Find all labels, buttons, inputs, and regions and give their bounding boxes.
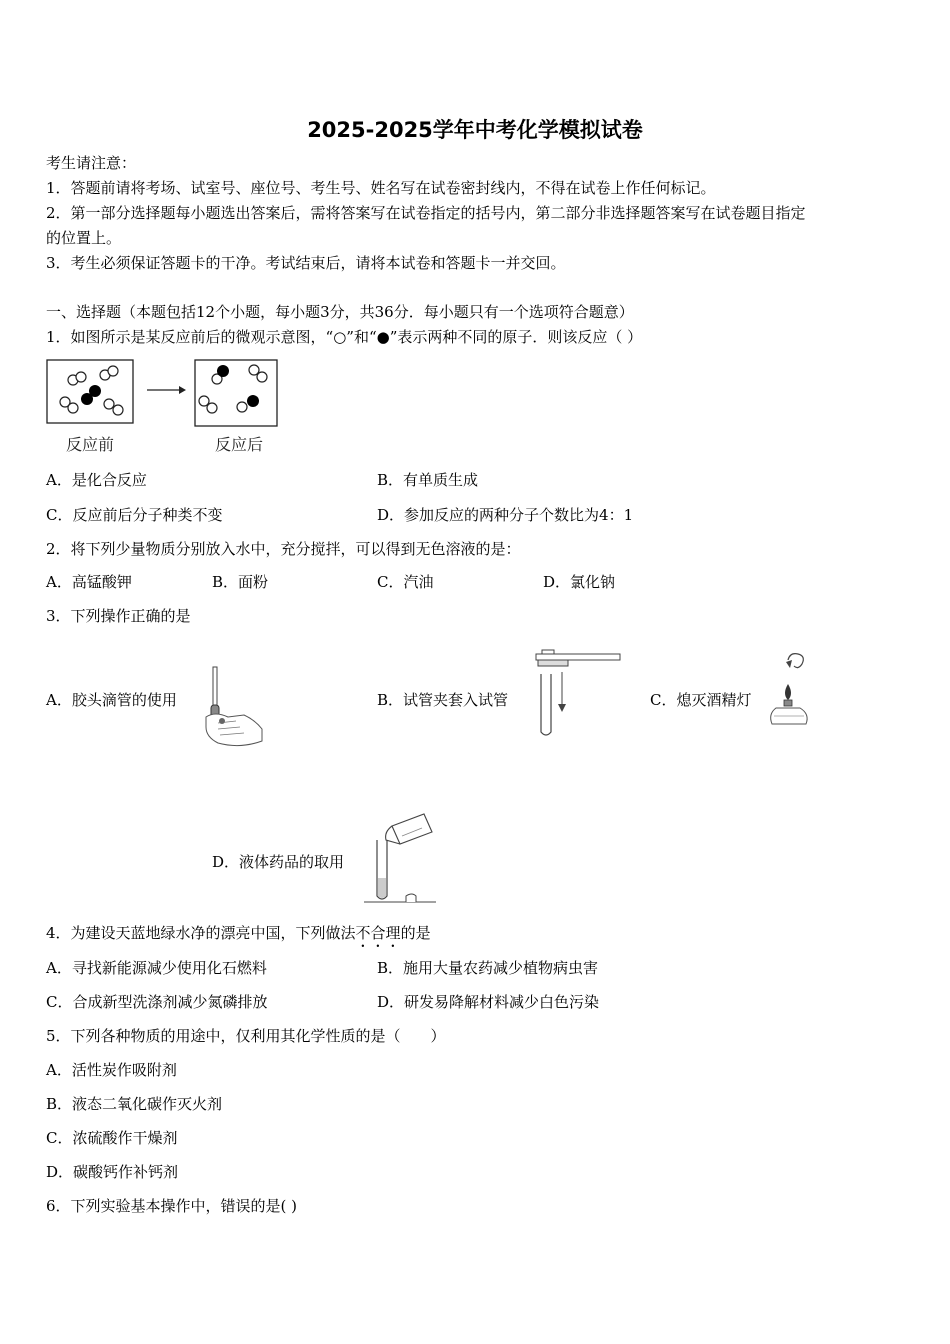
liquid-pouring-illustration [362,812,438,906]
q2-option-c: C．汽油 [377,573,434,591]
notice-item-1: 1．答题前请将考场、试室号、座位号、考生号、姓名写在试卷密封线内，不得在试卷上作任何标记。 [46,179,716,197]
q4-option-a: A．寻找新能源减少使用化石燃料 [46,959,267,977]
alcohol-lamp-illustration [766,650,814,732]
q2-option-a: A．高锰酸钾 [46,573,132,591]
q4-stem-emphasis: 不合理 [355,924,401,942]
q5-option-d: D．碳酸钙作补钙剂 [46,1163,179,1181]
q5-stem: 5．下列各种物质的用途中，仅利用其化学性质的是（ ） [46,1027,446,1045]
q1-reaction-diagram [46,358,286,430]
q1-option-c: C．反应前后分子种类不变 [46,506,223,524]
notice-item-3: 3．考生必须保证答题卡的干净。考试结束后，请将本试卷和答题卡一并交回。 [46,254,566,272]
q4-stem-suffix: 的是 [400,924,431,942]
q4-stem [46,922,431,951]
q4-option-c: C．合成新型洗涤剂减少氮磷排放 [46,993,268,1011]
q2-stem: 2．将下列少量物质分别放入水中，充分搅拌，可以得到无色溶液的是： [46,540,521,558]
q3-option-d: D．液体药品的取用 [212,853,345,871]
q3-option-a: A．胶头滴管的使用 [46,691,177,709]
notice-item-2-cont: 的位置上。 [46,229,122,247]
dropper-use-illustration [200,665,266,751]
notice-item-2: 2．第一部分选择题每小题选出答案后，需将答案写在试卷指定的括号内，第二部分非选择题答案写在试卷题目指定 [46,204,806,222]
q5-option-c: C．浓硫酸作干燥剂 [46,1129,178,1147]
q1-option-b: B．有单质生成 [377,471,479,489]
q6-stem: 6．下列实验基本操作中，错误的是( ) [46,1197,298,1215]
section-heading: 一、选择题（本题包括12个小题，每小题3分，共36分．每小题只有一个选项符合题意） [46,303,634,321]
q1-stem: 1．如图所示是某反应前后的微观示意图，“○”和“●”表示两种不同的原子．则该反应（ ） [46,328,643,346]
q3-option-b: B．试管夹套入试管 [377,691,509,709]
q3-stem: 3．下列操作正确的是 [46,607,191,625]
test-tube-clamp-illustration [532,648,624,740]
q4-option-d: D．研发易降解材料减少白色污染 [377,993,600,1011]
q5-option-a: A．活性炭作吸附剂 [46,1061,177,1079]
q5-option-b: B．液态二氧化碳作灭火剂 [46,1095,223,1113]
caption-after-reaction: 反应后 [215,435,264,454]
page-title: 2025-2025学年中考化学模拟试卷 [307,118,643,142]
caption-before-reaction: 反应前 [66,435,115,454]
q4-option-b: B．施用大量农药减少植物病虫害 [377,959,599,977]
q2-option-d: D．氯化钠 [543,573,616,591]
notice-heading: 考生请注意： [46,154,137,172]
q1-option-d: D．参加反应的两种分子个数比为4：1 [377,506,634,524]
q2-option-b: B．面粉 [212,573,269,591]
q3-option-c: C．熄灭酒精灯 [650,691,752,709]
q1-option-a: A．是化合反应 [46,471,147,489]
q4-stem-prefix: 4．为建设天蓝地绿水净的漂亮中国，下列做法 [46,924,356,942]
